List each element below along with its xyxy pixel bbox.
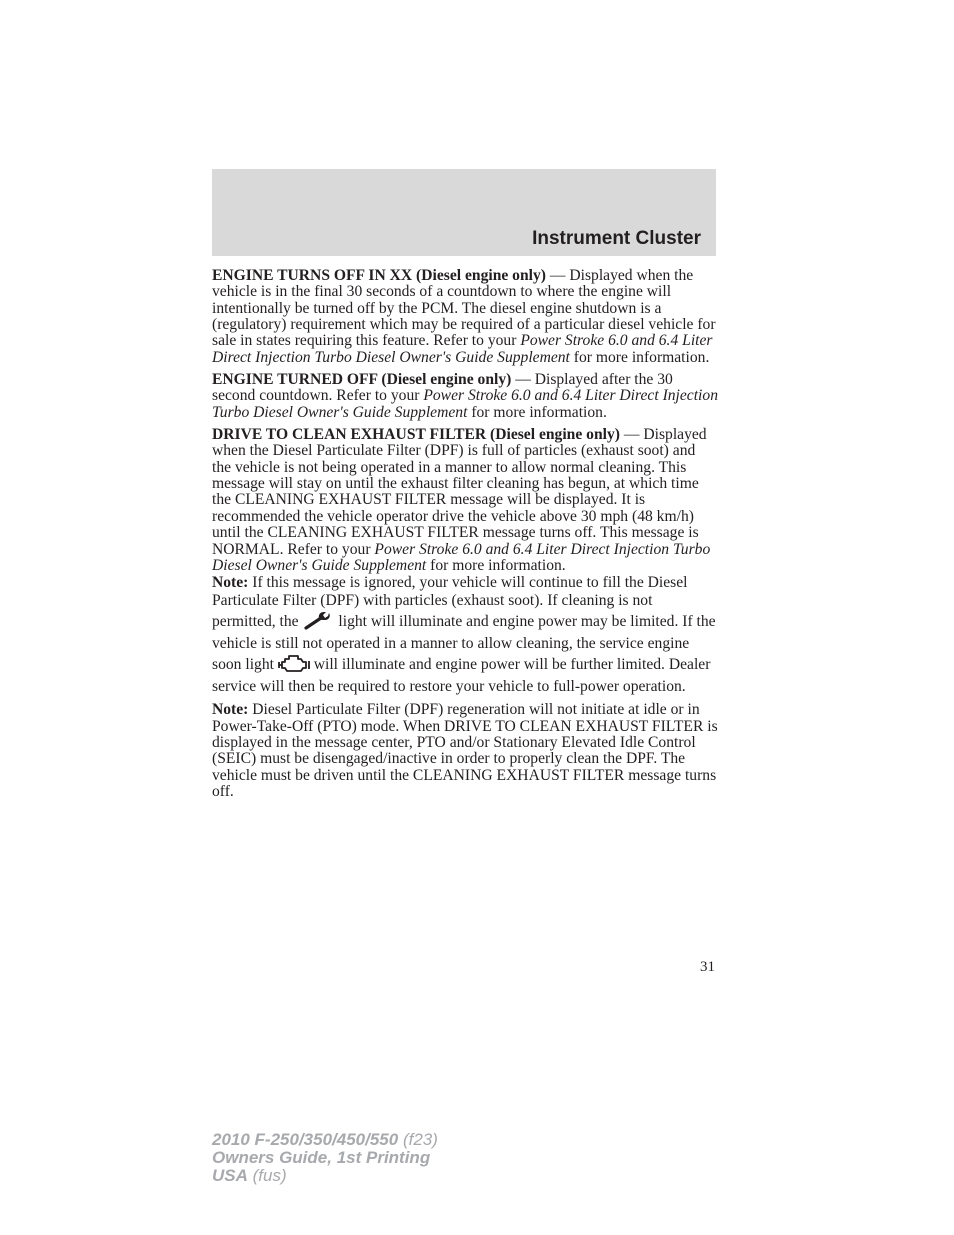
paragraph-engine-turns-off [212, 268, 718, 366]
paragraph-text: for more information. [467, 403, 607, 421]
paragraph-drive-to-clean [212, 427, 718, 574]
section-title: Instrument Cluster [532, 228, 701, 249]
note-text: Diesel Particulate Filter (DPF) regeneration will not initiate at idle or in Power-Take-Off (PTO) mode. When DRIVE TO CLEAN EXHAUST FILTER is displayed in the message center, PTO and/or Stationary Elevated Idle Control (SEIC) must be disengaged/inactive in order to properly clean the DPF. The vehicle must be driven until the CLEANING EXHAUST FILTER message turns off. [212, 701, 718, 800]
paragraph-text: for more information. [569, 348, 710, 366]
page-content [212, 268, 718, 806]
note-text: will illuminate and engine power will be further limited. Dealer service will then be required to restore your vehicle to full-power operation. [212, 656, 711, 696]
section-header-band [212, 169, 716, 256]
note-text: light will illuminate and engine power may be limited. If the vehicle is still not operated in a manner to allow cleaning, the service engine soon light [212, 613, 716, 674]
note-label: Note: [212, 701, 249, 719]
footer-model-code: (f23) [398, 1130, 438, 1149]
engine-icon [278, 653, 310, 678]
supplement-reference: Power Stroke 6.0 and 6.4 Liter Direct Injection Turbo Diesel Owner's Guide Supplement [212, 332, 713, 366]
note-label: Note: [212, 574, 249, 592]
footer-model: 2010 F-250/350/450/550 [212, 1130, 399, 1149]
page-number: 31 [700, 959, 715, 975]
footer-guide: Owners Guide, 1st Printing [212, 1148, 431, 1167]
footer-model-line [212, 1131, 438, 1149]
supplement-reference: Power Stroke 6.0 and 6.4 Liter Direct Injection Turbo Diesel Owner's Guide Supplement [212, 540, 711, 574]
note-text: If this message is ignored, your vehicle will continue to fill the Diesel Particulate Filter (DPF) with particles (exhaust soot). If cleaning is not permitted, the [212, 574, 688, 631]
footer [212, 1131, 438, 1185]
paragraph-text: for more information. [426, 556, 566, 574]
paragraph-engine-turned-off [212, 372, 718, 421]
heading-engine-turned-off: ENGINE TURNED OFF (Diesel engine only) [212, 371, 512, 389]
paragraph-text: — Displayed when the Diesel Particulate Filter (DPF) is full of particles (exhaust soot) and the vehicle is not being operated in a manner to allow normal cleaning. This message will stay on until the exhaust filter cleaning has begun, at which time the CLEANING EXHAUST FILTER message will be displayed. It is recommended the vehicle operator drive the vehicle above 30 mph (48 km/h) until the CLEANING EXHAUST FILTER message turns off. This message is NORMAL. Refer to your [212, 426, 707, 558]
footer-region: USA [212, 1166, 248, 1185]
heading-drive-to-clean: DRIVE TO CLEAN EXHAUST FILTER (Diesel engine only) [212, 426, 620, 444]
footer-region-line [212, 1167, 438, 1185]
paragraph-text: — Displayed when the vehicle is in the final 30 seconds of a countdown to where the engine will intentionally be turned off by the PCM. The diesel engine shutdown is a (regulatory) requirement which may be required of a particular diesel vehicle for sale in states requiring this feature. Refer to your [212, 267, 716, 350]
paragraph-text: — Displayed after the 30 second countdown. Refer to your [212, 371, 673, 405]
footer-guide-line [212, 1149, 438, 1167]
heading-engine-turns-off: ENGINE TURNS OFF IN XX (Diesel engine only) [212, 267, 546, 284]
note-paragraph-1 [212, 574, 718, 696]
supplement-reference: Power Stroke 6.0 and 6.4 Liter Direct Injection Turbo Diesel Owner's Guide Supplement [212, 387, 718, 421]
footer-region-code: (fus) [247, 1166, 287, 1185]
wrench-icon [303, 610, 335, 635]
note-paragraph-2 [212, 702, 718, 800]
